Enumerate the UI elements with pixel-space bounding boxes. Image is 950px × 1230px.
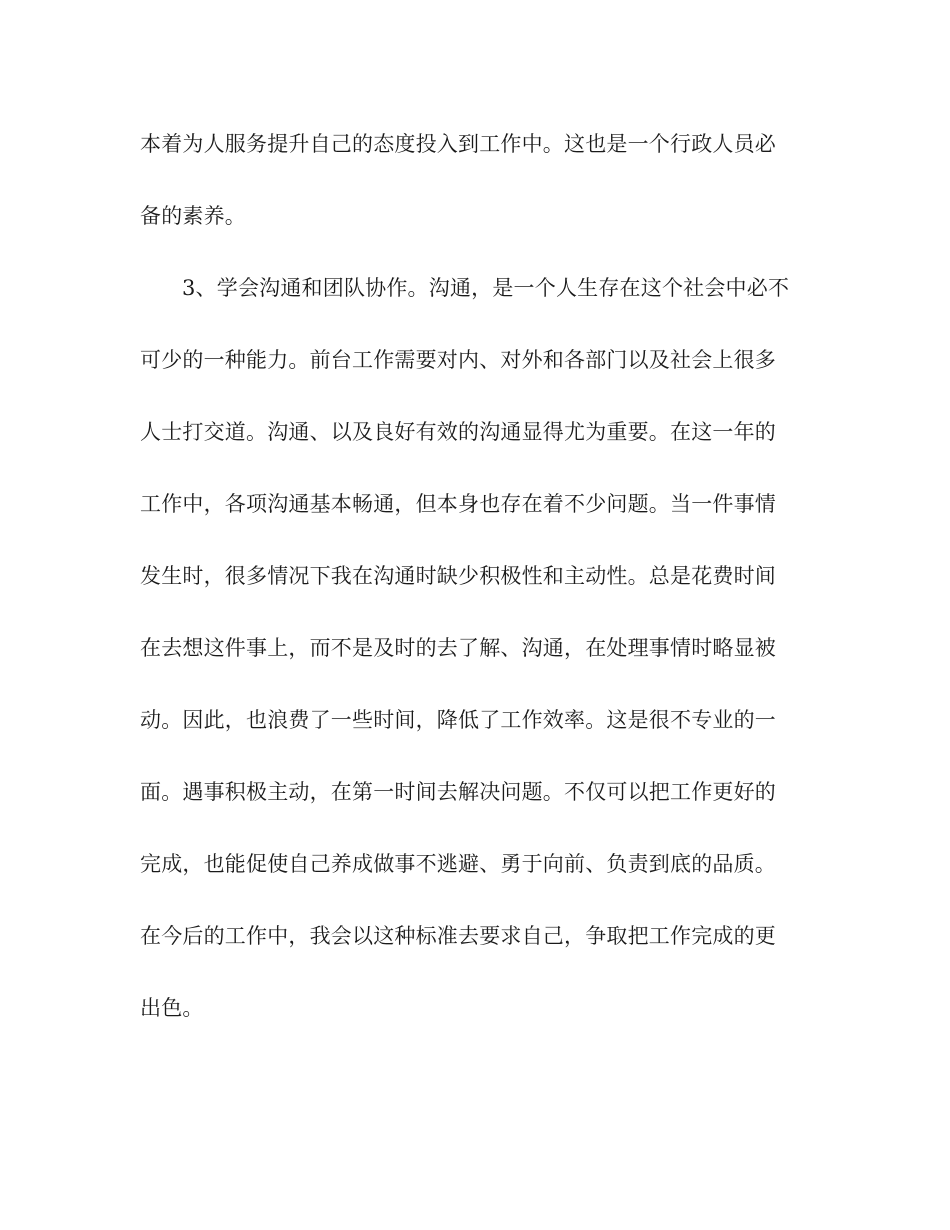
- text-line: 出色。: [140, 996, 204, 1020]
- text-line: 本着为人服务提升自己的态度投入到工作中。这也是一个行政人员必: [140, 132, 776, 156]
- text-line: 发生时，很多情况下我在沟通时缺少积极性和主动性。总是花费时间: [140, 564, 776, 588]
- text-line: 面。遇事积极主动，在第一时间去解决问题。不仅可以把工作更好的: [140, 780, 776, 804]
- text-line: 可少的一种能力。前台工作需要对内、对外和各部门以及社会上很多: [140, 348, 776, 372]
- text-line: 在去想这件事上，而不是及时的去了解、沟通，在处理事情时略显被: [140, 636, 776, 660]
- document-body: [140, 122, 820, 1058]
- text-line: 3、学会沟通和团队协作。沟通，是一个人生存在这个社会中必不: [182, 276, 790, 300]
- text-line: 完成，也能促使自己养成做事不逃避、勇于向前、负责到底的品质。: [140, 852, 776, 876]
- text-line: 人士打交道。沟通、以及良好有效的沟通显得尤为重要。在这一年的: [140, 420, 776, 444]
- text-line: 在今后的工作中，我会以这种标准去要求自己，争取把工作完成的更: [140, 924, 776, 948]
- text-line: 备的素养。: [140, 204, 246, 228]
- text-line: 动。因此，也浪费了一些时间，降低了工作效率。这是很不专业的一: [140, 708, 776, 732]
- text-line: 工作中，各项沟通基本畅通，但本身也存在着不少问题。当一件事情: [140, 492, 776, 516]
